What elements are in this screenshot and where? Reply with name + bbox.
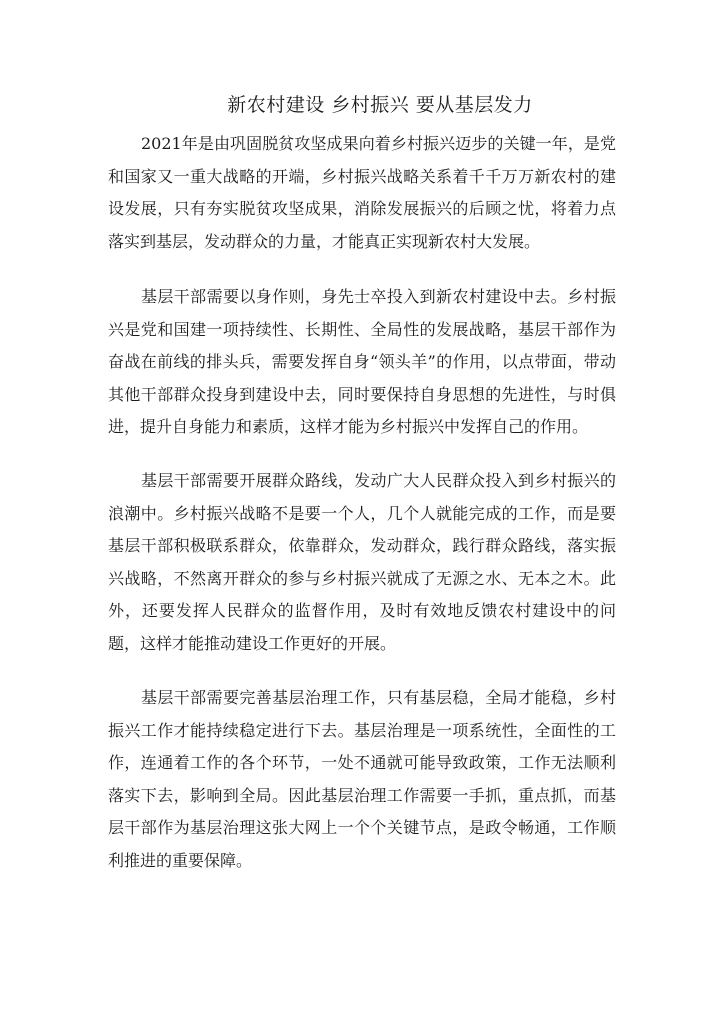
paragraph-3: 基层干部需要开展群众路线，发动广大人民群众投入到乡村振兴的浪潮中。乡村振兴战略不是要一个人，几个人就能完成的工作，而是要基层干部积极联系群众，依靠群众，发动群众，践行群众路线，落实振兴战略，不然离开群众的参与乡村振兴就成了无源之水、无本之木。此外，还要发挥人民群众的监督作用，及时有效地反馈农村建设中的问题，这样才能推动建设工作更好的开展。 [108, 471, 616, 653]
paragraph-1: 2021年是由巩固脱贫攻坚成果向着乡村振兴迈步的关键一年，是党和国家又一重大战略的开端，乡村振兴战略关系着千千万万新农村的建设发展，只有夯实脱贫攻坚成果，消除发展振兴的后顾之忧，将着力点落实到基层，发动群众的力量，才能真正实现新农村大发展。 [108, 134, 616, 251]
paragraph-2: 基层干部需要以身作则，身先士卒投入到新农村建设中去。乡村振兴是党和国建一项持续性、长期性、全局性的发展战略，基层干部作为奋战在前线的排头兵，需要发挥自身“领头羊”的作用，以点带面，带动其他干部群众投身到建设中去，同时要保持自身思想的先进性，与时俱进，提升自身能力和素质，这样才能为乡村振兴中发挥自己的作用。 [108, 287, 616, 436]
document-title: 新农村建设 乡村振兴 要从基层发力 [227, 94, 533, 116]
paragraph-4: 基层干部需要完善基层治理工作，只有基层稳，全局才能稳，乡村振兴工作才能持续稳定进行下去。基层治理是一项系统性，全面性的工作，连通着工作的各个环节，一处不通就可能导致政策，工作无法顺利落实下去，影响到全局。因此基层治理工作需要一手抓，重点抓，而基层干部作为基层治理这张大网上一个个关键节点，是政令畅通，工作顺利推进的重要保障。 [108, 688, 616, 870]
